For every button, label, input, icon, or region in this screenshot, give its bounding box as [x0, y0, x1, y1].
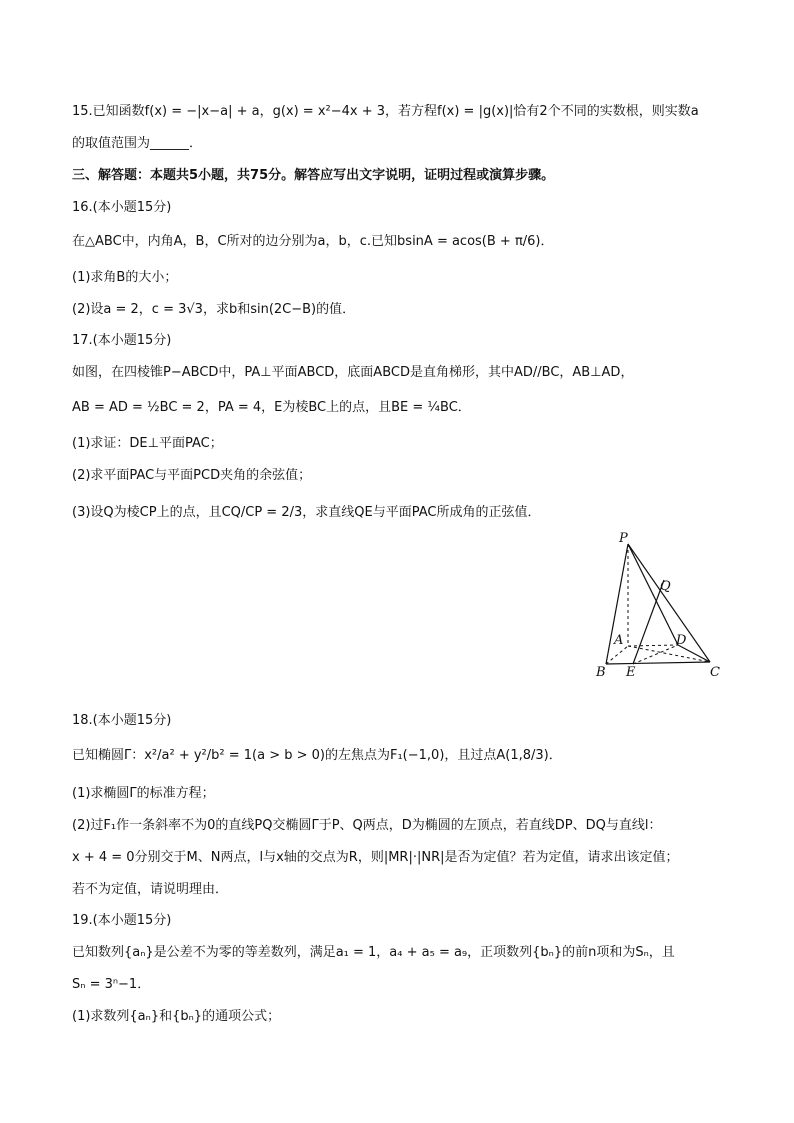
q19-title: 19.(本小题15分) — [72, 913, 172, 928]
label-q: Q — [660, 579, 671, 594]
label-a: A — [614, 633, 624, 648]
q18-part-2-line-2: x + 4 = 0分别交于M、N两点，l与x轴的交点为R，则|MR|·|NR|是否为定值？若为定值，请求出该定值； — [72, 850, 679, 865]
label-b: B — [596, 665, 606, 680]
q18-part-2-line-3: 若不为定值，请说明理由． — [72, 882, 229, 897]
q18-part-1: (1)求椭圆Γ的标准方程； — [72, 786, 215, 801]
q19-stem-1: 已知数列{aₙ}是公差不为零的等差数列，满足a₁ = 1，a₄ + a₅ = a₉，正项数列{bₙ}的前n项和为Sₙ，且 — [72, 945, 675, 960]
q17-part-3: (3)设Q为棱CP上的点，且CQ/CP = 2/3，求直线QE与平面PAC所成角的正弦值． — [72, 505, 541, 520]
label-p: P — [619, 531, 628, 546]
label-d: D — [676, 633, 687, 648]
q16-part-2: (2)设a = 2，c = 3√3，求b和sin(2C−B)的值． — [72, 302, 356, 317]
q17-stem-1: 如图，在四棱锥P−ABCD中，PA⊥平面ABCD，底面ABCD是直角梯形，其中AD//BC，AB⊥AD， — [72, 365, 634, 380]
q19-stem-2: Sₙ = 3ⁿ−1． — [72, 977, 151, 992]
q16-part-1: (1)求角B的大小； — [72, 270, 178, 285]
q16-title: 16.(本小题15分) — [72, 200, 172, 215]
q17-stem-2: AB = AD = ½BC = 2，PA = 4，E为棱BC上的点，且BE = ¼BC． — [72, 400, 471, 415]
q18-stem: 已知椭圆Γ：x²/a² + y²/b² = 1(a > b > 0)的左焦点为F₁(−1,0)，且过点A(1,8/3)． — [72, 748, 562, 763]
q19-part-1: (1)求数列{aₙ}和{bₙ}的通项公式； — [72, 1009, 281, 1024]
q18-part-2-line-1: (2)过F₁作一条斜率不为0的直线PQ交椭圆Γ于P、Q两点，D为椭圆的左顶点，若直线DP、DQ与直线l： — [72, 818, 662, 833]
q15-line-2: 的取值范围为______． — [72, 136, 203, 151]
label-e: E — [626, 665, 636, 680]
q17-title: 17.(本小题15分) — [72, 333, 172, 348]
q17-part-2: (2)求平面PAC与平面PCD夹角的余弦值； — [72, 468, 312, 483]
label-c: C — [710, 665, 720, 680]
q15-line-1: 15.已知函数f(x) = −|x−a| + a，g(x) = x²−4x + 3，若方程f(x) = |g(x)|恰有2个不同的实数根，则实数a — [72, 104, 699, 119]
q16-stem: 在△ABC中，内角A，B，C所对的边分别为a，b，c.已知bsinA = acos(B + π/6)． — [72, 234, 554, 249]
pyramid-figure — [588, 528, 728, 680]
q17-part-1: (1)求证：DE⊥平面PAC； — [72, 436, 223, 451]
q18-title: 18.(本小题15分) — [72, 713, 172, 728]
section-heading: 三、解答题：本题共5小题，共75分。解答应写出文字说明，证明过程或演算步骤。 — [72, 168, 555, 183]
